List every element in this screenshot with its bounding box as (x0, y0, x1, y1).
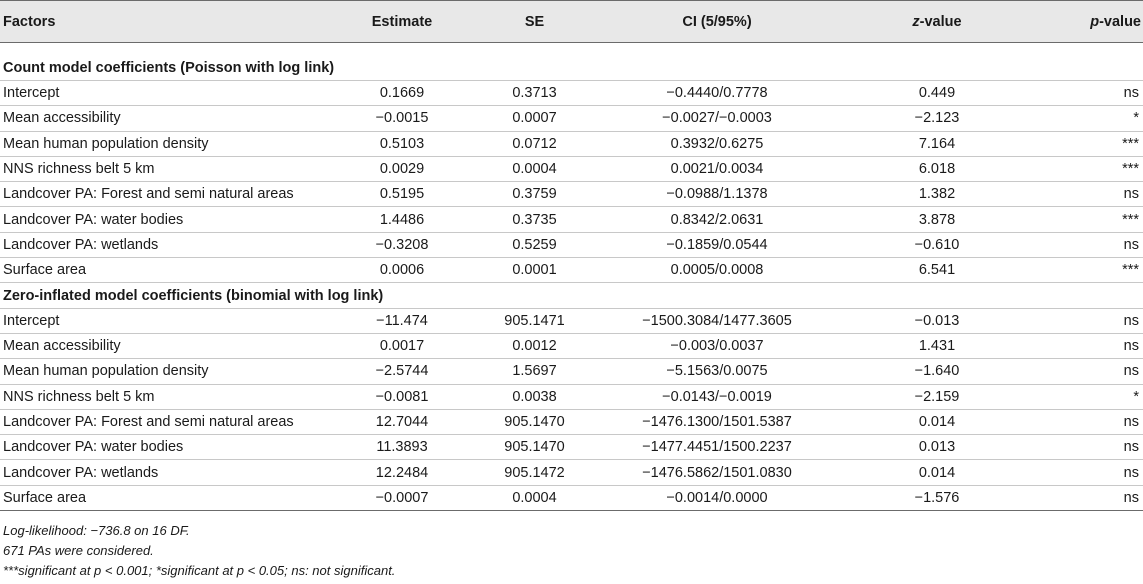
table-row (0, 81, 1143, 106)
table-row (0, 409, 1143, 434)
cell-factor: Mean human population density (3, 363, 209, 380)
header-z-value (837, 1, 1037, 43)
header-factors: Factors (3, 13, 56, 30)
cell-z-value: 0.013 (918, 439, 956, 456)
cell-p-value: *** (1122, 161, 1139, 178)
cell-factor: Surface area (3, 489, 87, 506)
cell-z-value: −0.610 (914, 236, 960, 253)
cell-ci: −0.0988/1.1378 (666, 186, 768, 203)
cell-se: 905.1471 (504, 312, 565, 329)
cell-z-value: 6.541 (918, 262, 956, 279)
cell-p-value: * (1133, 388, 1139, 405)
table-row (0, 207, 1143, 232)
section-header-row (0, 43, 1143, 81)
cell-se: 1.5697 (512, 363, 557, 380)
cell-ci: −5.1563/0.0075 (666, 363, 768, 380)
header-p-value (1037, 1, 1143, 43)
cell-z-value: 0.014 (918, 414, 956, 430)
cell-se: 0.3759 (512, 186, 557, 203)
cell-factor: Intercept (3, 312, 60, 329)
cell-se: 0.0004 (512, 161, 557, 178)
cell-se: 0.0038 (512, 388, 557, 405)
cell-ci: −0.1859/0.0544 (666, 236, 768, 253)
cell-z-value: 0.014 (918, 464, 956, 481)
cell-z-value: −2.159 (914, 388, 960, 405)
cell-estimate: 0.5103 (379, 135, 425, 152)
table-row (0, 384, 1143, 409)
cell-se: 0.0712 (512, 135, 557, 152)
cell-estimate: 12.2484 (375, 464, 429, 481)
footnote-line: ***significant at p < 0.001; *significant at p < 0.05; ns: not significant. (3, 563, 396, 579)
cell-se: 0.0012 (512, 338, 557, 355)
cell-estimate: −0.0015 (375, 110, 429, 127)
cell-z-value: −2.123 (914, 110, 960, 127)
cell-se: 0.0007 (512, 110, 557, 127)
cell-ci: −0.0027/−0.0003 (662, 110, 772, 127)
cell-factor: NNS richness belt 5 km (3, 388, 155, 405)
cell-estimate: 0.1669 (379, 85, 425, 102)
cell-se: 0.0001 (512, 262, 557, 279)
cell-p-value: * (1133, 110, 1139, 127)
cell-se: 0.5259 (512, 236, 557, 253)
cell-factor: Landcover PA: wetlands (3, 464, 159, 481)
cell-estimate: −2.5744 (375, 363, 429, 380)
cell-p-value: ns (1123, 414, 1139, 430)
table-row (0, 258, 1143, 283)
table-row (0, 131, 1143, 156)
cell-se: 0.3713 (512, 85, 557, 102)
cell-factor: Mean accessibility (3, 338, 121, 355)
cell-p-value: ns (1123, 464, 1139, 481)
header-p-italic: p (1090, 13, 1100, 30)
header-estimate: Estimate (371, 13, 433, 30)
table-row (0, 156, 1143, 181)
cell-estimate: −0.3208 (375, 236, 429, 253)
cell-estimate: −0.0081 (375, 388, 429, 405)
cell-se: 905.1470 (504, 414, 565, 430)
header-z-italic: z (912, 13, 920, 30)
cell-ci: −1500.3084/1477.3605 (642, 312, 792, 329)
cell-p-value: *** (1122, 135, 1139, 152)
cell-ci: −1477.4451/1500.2237 (642, 439, 792, 456)
table-footnotes (0, 511, 1143, 581)
cell-p-value: ns (1123, 236, 1139, 253)
cell-factor: Mean accessibility (3, 110, 121, 127)
cell-factor: Mean human population density (3, 135, 209, 152)
table-row (0, 182, 1143, 207)
cell-estimate: 11.3893 (376, 439, 428, 456)
cell-se: 905.1472 (504, 464, 565, 481)
cell-p-value: ns (1123, 312, 1139, 329)
cell-z-value: 3.878 (918, 211, 956, 228)
cell-ci: 0.0005/0.0008 (670, 262, 764, 279)
section-header-row (0, 283, 1143, 308)
header-se: SE (524, 13, 545, 30)
header-row (0, 1, 1143, 43)
cell-p-value: *** (1122, 262, 1139, 279)
cell-factor: Intercept (3, 85, 60, 102)
cell-p-value: ns (1123, 363, 1139, 380)
cell-z-value: 0.449 (918, 85, 956, 102)
cell-p-value: ns (1123, 489, 1139, 506)
cell-ci: −0.4440/0.7778 (666, 85, 768, 102)
cell-estimate: 12.7044 (375, 414, 429, 430)
cell-estimate: 0.0017 (379, 338, 425, 355)
cell-z-value: 1.431 (918, 338, 956, 355)
footnote-line: Log-likelihood: −736.8 on 16 DF. (3, 523, 190, 539)
table-header (0, 1, 1143, 43)
table-row (0, 333, 1143, 358)
table-row (0, 359, 1143, 384)
cell-p-value: *** (1122, 211, 1139, 228)
table-row (0, 232, 1143, 257)
cell-ci: −1476.1300/1501.5387 (642, 414, 792, 430)
section-title: Count model coefficients (Poisson with log link) (3, 60, 335, 76)
cell-ci: 0.3932/0.6275 (670, 135, 764, 152)
section-title: Zero-inflated model coefficients (binomial with log link) (3, 287, 384, 304)
cell-factor: Landcover PA: Forest and semi natural areas (3, 414, 294, 430)
cell-p-value: ns (1123, 338, 1139, 355)
cell-ci: −0.003/0.0037 (670, 338, 764, 355)
table-body (0, 43, 1143, 511)
cell-p-value: ns (1123, 186, 1139, 203)
cell-estimate: −0.0007 (375, 489, 429, 506)
cell-p-value: ns (1123, 85, 1139, 102)
table-row (0, 460, 1143, 485)
table-row (0, 485, 1143, 510)
table-row (0, 308, 1143, 333)
cell-ci: −0.0143/−0.0019 (662, 388, 772, 405)
cell-estimate: 0.0029 (379, 161, 425, 178)
cell-factor: Surface area (3, 262, 87, 279)
cell-ci: −0.0014/0.0000 (666, 489, 768, 506)
cell-z-value: −0.013 (914, 312, 960, 329)
table-row (0, 106, 1143, 131)
cell-ci: 0.0021/0.0034 (670, 161, 764, 178)
cell-factor: Landcover PA: water bodies (3, 439, 184, 456)
cell-se: 905.1470 (504, 439, 565, 456)
cell-estimate: −11.474 (376, 312, 428, 329)
header-p-suffix: -value (1099, 13, 1141, 30)
cell-factor: Landcover PA: Forest and semi natural areas (3, 186, 294, 203)
cell-z-value: 7.164 (918, 135, 956, 152)
cell-se: 0.3735 (512, 211, 557, 228)
cell-z-value: −1.640 (914, 363, 960, 380)
cell-factor: Landcover PA: water bodies (3, 211, 184, 228)
footnote-line: 671 PAs were considered. (3, 543, 154, 559)
header-z-suffix: -value (919, 13, 962, 30)
cell-z-value: 1.382 (918, 186, 956, 203)
cell-ci: 0.8342/2.0631 (670, 211, 764, 228)
cell-p-value: ns (1123, 439, 1139, 456)
cell-estimate: 0.0006 (379, 262, 425, 279)
cell-z-value: 6.018 (918, 161, 956, 178)
cell-estimate: 0.5195 (379, 186, 425, 203)
cell-factor: Landcover PA: wetlands (3, 236, 159, 253)
cell-z-value: −1.576 (914, 489, 960, 506)
table-row (0, 435, 1143, 460)
cell-factor: NNS richness belt 5 km (3, 161, 155, 178)
cell-estimate: 1.4486 (379, 211, 425, 228)
cell-se: 0.0004 (512, 489, 557, 506)
cell-ci: −1476.5862/1501.0830 (642, 464, 792, 481)
header-ci: CI (5/95%) (682, 13, 752, 30)
